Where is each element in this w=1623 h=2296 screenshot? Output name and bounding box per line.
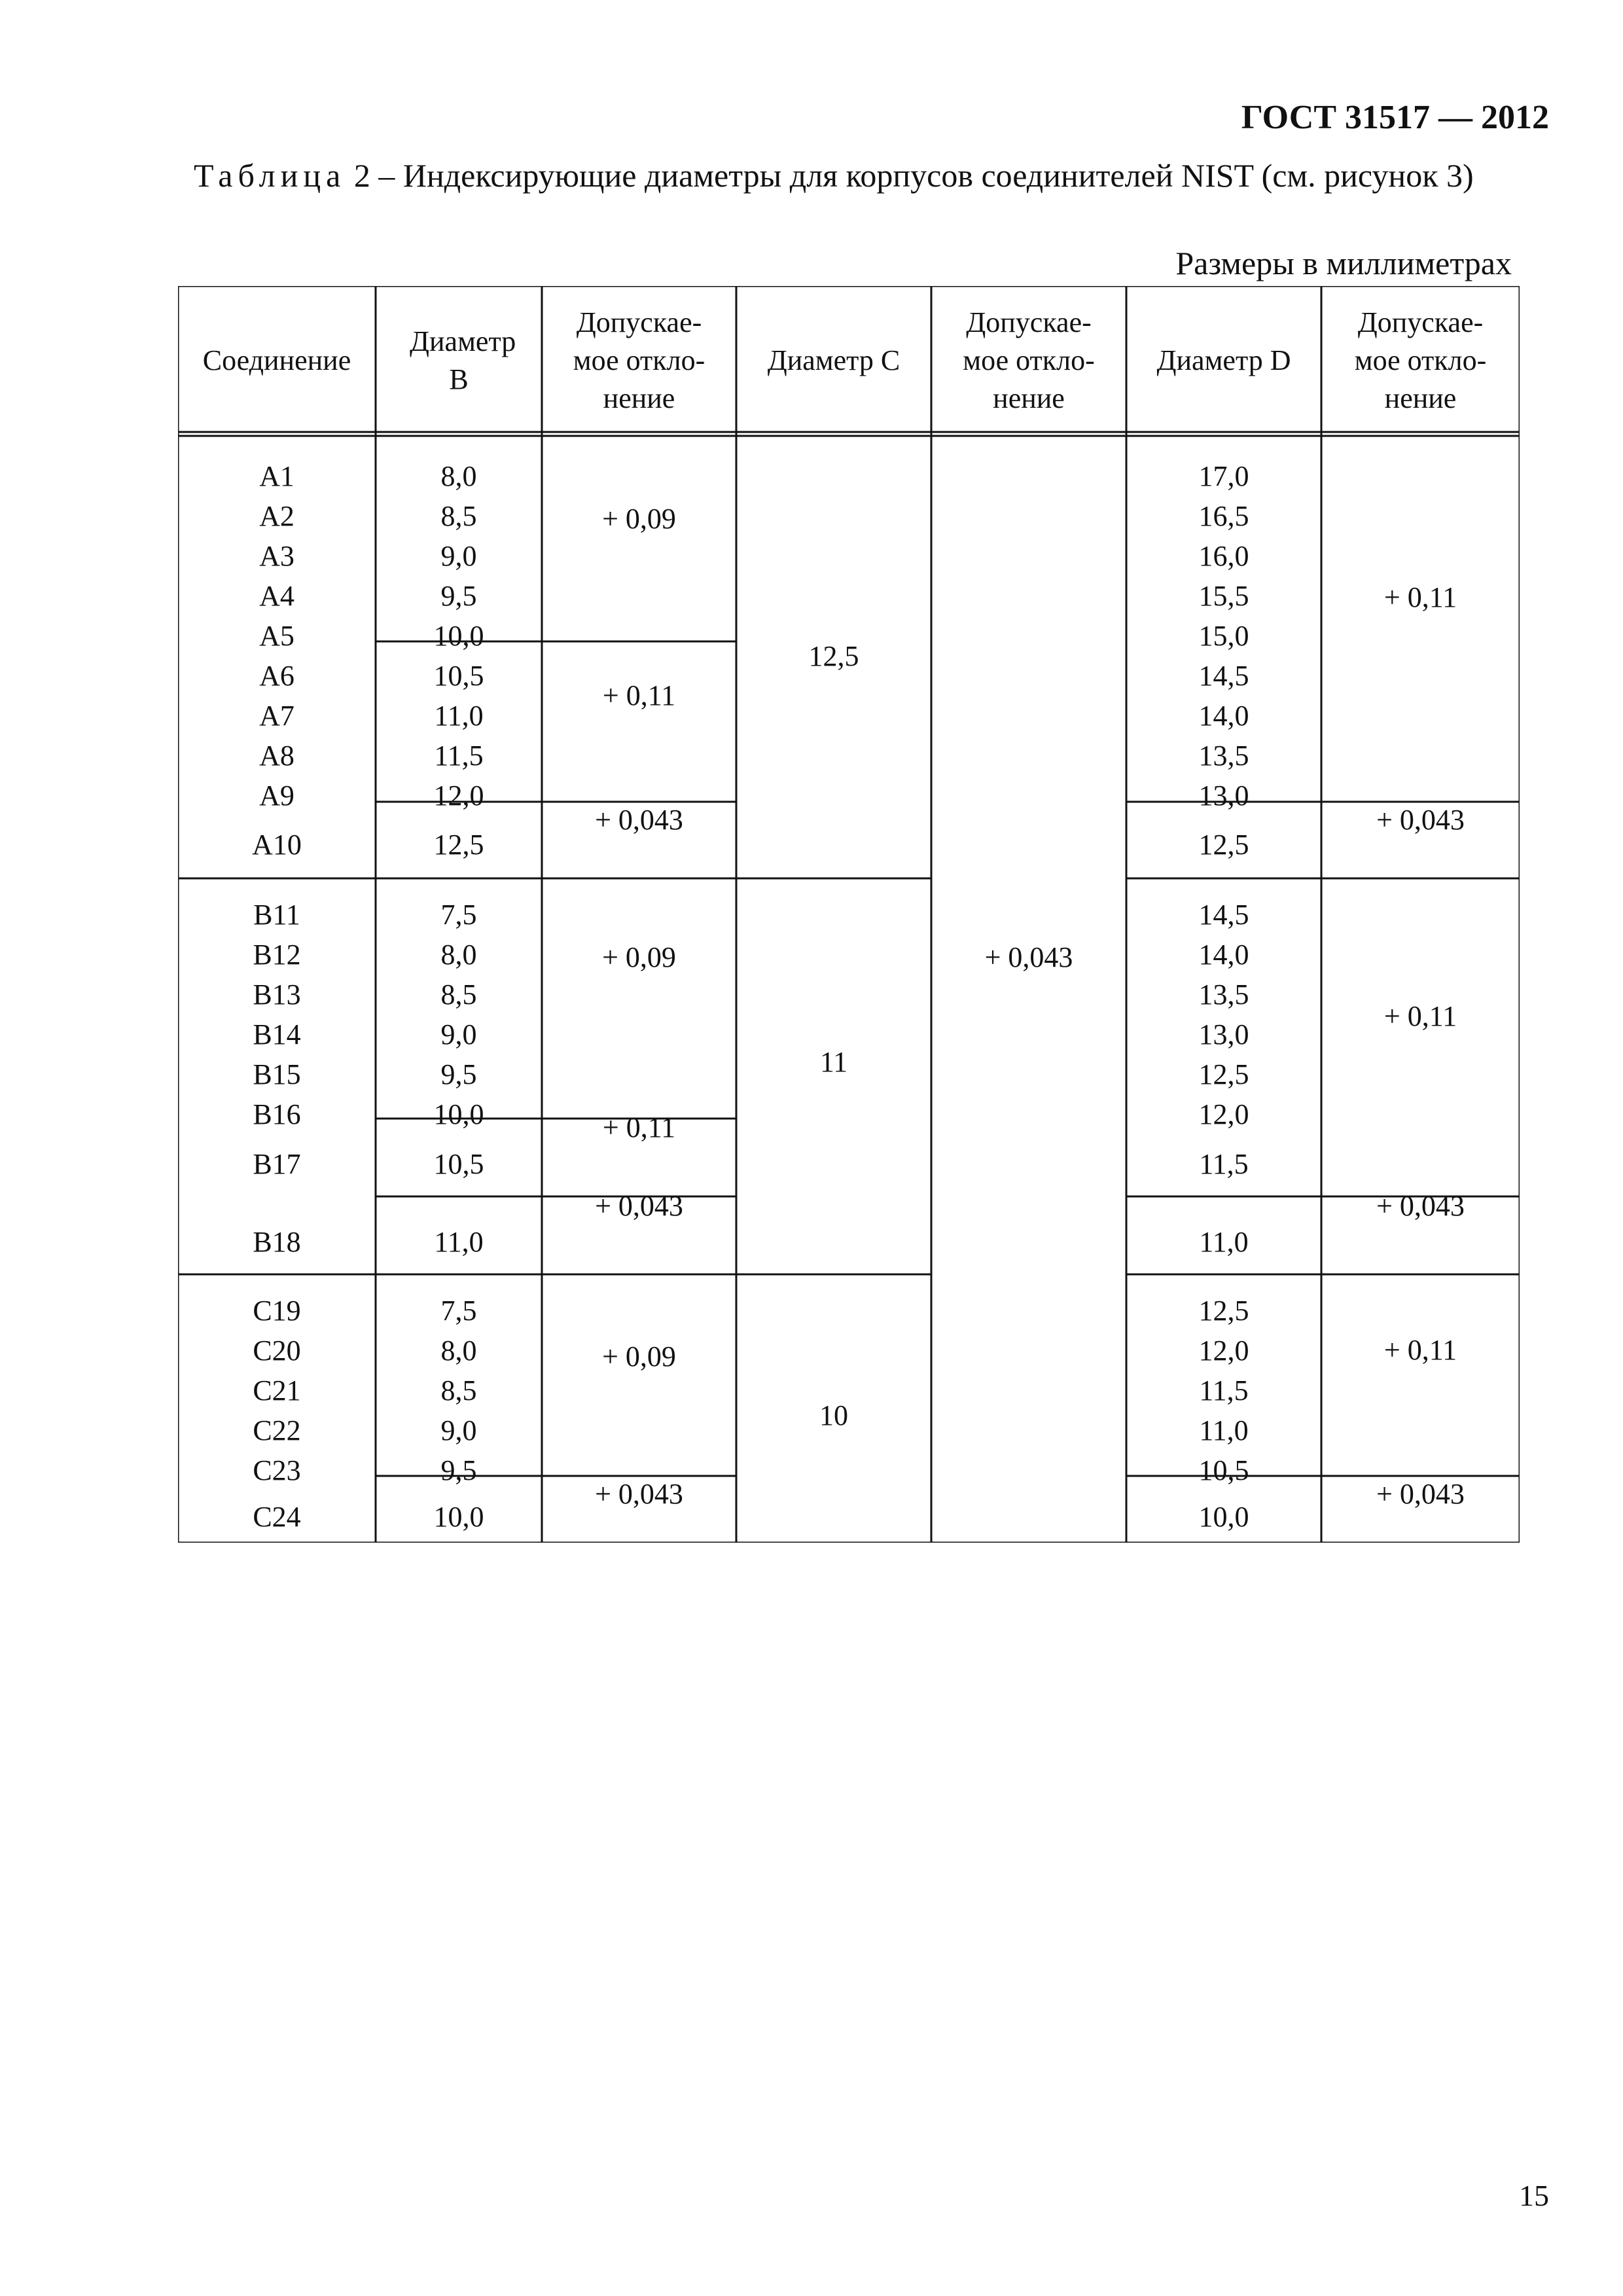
diameter-d-cell: 11,5	[1199, 1148, 1249, 1180]
units-note: Размеры в миллиметрах	[1175, 245, 1512, 281]
connection-cell: А5	[259, 620, 294, 652]
diameter-d-cell: 12,0	[1198, 1098, 1249, 1130]
diameter-d-cell: 13,5	[1198, 740, 1249, 772]
table-caption	[194, 154, 1548, 196]
diameter-b-cell: 9,0	[440, 1414, 477, 1446]
diameter-b-cell: 9,0	[440, 540, 477, 572]
connection-cell: С23	[253, 1454, 301, 1486]
diameter-d-cell: 17,0	[1198, 460, 1249, 492]
diameter-b-cell: 8,0	[440, 939, 477, 971]
connection-cell: В12	[253, 939, 301, 971]
diameter-d-cell: 10,5	[1198, 1454, 1249, 1486]
header-diameter-b-label: Диаметр B	[410, 325, 516, 395]
diameter-b-cell: 7,5	[440, 899, 477, 931]
diameter-b-cell: 11,0	[434, 700, 484, 732]
diameter-b-cell: 12,5	[433, 829, 484, 861]
diameter-b-cell: 9,5	[440, 580, 477, 612]
diameter-b-cell: 12,0	[433, 780, 484, 812]
diameter-b-cell: 11,5	[434, 740, 484, 772]
diameter-b-cell: 9,5	[440, 1454, 477, 1486]
diameter-d-cell: 16,0	[1198, 540, 1249, 572]
connection-cell: А1	[259, 460, 294, 492]
tolerance-b-cell: + 0,043	[595, 1190, 683, 1222]
tolerance-d-cell: + 0,043	[1376, 1478, 1465, 1510]
header-tolerance-b-label: Допускае-мое откло-нение	[573, 306, 705, 414]
standard-number: ГОСТ 31517 — 2012	[1241, 99, 1549, 136]
diameter-b-cell: 9,5	[440, 1058, 477, 1090]
connection-cell: С21	[253, 1374, 301, 1407]
diameter-b-cell: 8,0	[440, 1335, 477, 1367]
diameter-d-cell: 12,5	[1198, 829, 1249, 861]
diameter-b-cell: 8,5	[440, 500, 477, 532]
diameter-b-cell: 8,5	[440, 978, 477, 1011]
tolerance-b-cell: + 0,043	[595, 1478, 683, 1510]
header-diameter-b	[376, 286, 542, 435]
diameter-d-cell: 13,0	[1198, 780, 1249, 812]
connection-cell: С20	[253, 1335, 301, 1367]
connection-cell: А2	[259, 500, 294, 532]
caption-label: Таблица	[194, 157, 346, 194]
tolerance-b-cell: + 0,11	[602, 1111, 676, 1143]
diameter-d-cell: 15,5	[1198, 580, 1249, 612]
connection-cell: В14	[253, 1018, 301, 1050]
connection-cell: А10	[252, 829, 302, 861]
connection-cell: С19	[253, 1295, 301, 1327]
tolerance-d-cell: + 0,043	[1376, 804, 1465, 836]
diameter-d-cell: 12,0	[1198, 1335, 1249, 1367]
table-grid	[178, 286, 1520, 1543]
tolerance-b-cell: + 0,09	[602, 1340, 676, 1372]
header-diameter-d: Диаметр D	[1156, 344, 1291, 376]
diameter-b-cell: 8,5	[440, 1374, 477, 1407]
diameter-b-cell: 10,5	[433, 1148, 484, 1180]
connection-cell: В18	[253, 1226, 301, 1258]
diameter-b-cell: 10,0	[433, 1098, 484, 1130]
tolerance-b-cell: + 0,11	[602, 679, 676, 711]
diameter-b-cell: 11,0	[434, 1226, 484, 1258]
diameter-d-cell: 13,5	[1198, 978, 1249, 1011]
header-tolerance-b	[542, 286, 736, 435]
connection-cell: С22	[253, 1414, 301, 1446]
diameter-table	[178, 286, 1520, 1543]
diameter-d-cell: 11,0	[1199, 1226, 1249, 1258]
connection-cell: В17	[253, 1148, 301, 1180]
diameter-d-cell: 14,0	[1198, 700, 1249, 732]
diameter-d-cell: 14,5	[1198, 899, 1249, 931]
diameter-b-cell: 10,5	[433, 660, 484, 692]
diameter-b-cell: 9,0	[440, 1018, 477, 1050]
diameter-d-cell: 15,0	[1198, 620, 1249, 652]
diameter-b-cell: 10,0	[433, 620, 484, 652]
diameter-c-cell: 11	[819, 1046, 848, 1078]
header-tolerance-c-label: Допускае-мое откло-нение	[963, 306, 1095, 414]
tolerance-d-cell: + 0,11	[1383, 1334, 1457, 1366]
connection-cell: А9	[259, 780, 294, 812]
header-tolerance-d	[1321, 286, 1520, 435]
tolerance-b-cell: + 0,09	[602, 503, 676, 535]
diameter-d-cell: 16,5	[1198, 500, 1249, 532]
diameter-d-cell: 11,0	[1199, 1414, 1249, 1446]
connection-cell: С24	[253, 1501, 301, 1533]
diameter-d-cell: 12,5	[1198, 1295, 1249, 1327]
connection-cell: А8	[259, 740, 294, 772]
connection-cell: В11	[253, 899, 300, 931]
connection-cell: В16	[253, 1098, 301, 1130]
page-number: 15	[1519, 2179, 1549, 2212]
header-connection: Соединение	[202, 344, 351, 376]
connection-cell: А6	[259, 660, 294, 692]
connection-cell: В13	[253, 978, 301, 1011]
diameter-b-cell: 8,0	[440, 460, 477, 492]
diameter-d-cell: 14,5	[1198, 660, 1249, 692]
tolerance-d-cell: + 0,11	[1383, 581, 1457, 613]
tolerance-d-cell: + 0,11	[1383, 1000, 1457, 1032]
diameter-c-cell: 10	[819, 1399, 848, 1431]
connection-cell: А3	[259, 540, 294, 572]
diameter-d-cell: 12,5	[1198, 1058, 1249, 1090]
connection-cell: А7	[259, 700, 294, 732]
diameter-b-cell: 10,0	[433, 1501, 484, 1533]
tolerance-b-cell: + 0,043	[595, 804, 683, 836]
diameter-d-cell: 13,0	[1198, 1018, 1249, 1050]
diameter-d-cell: 11,5	[1199, 1374, 1249, 1407]
tolerance-d-cell: + 0,043	[1376, 1190, 1465, 1222]
tolerance-c-cell: + 0,043	[984, 941, 1073, 973]
header-tolerance-d-label: Допускае-мое откло-нение	[1354, 306, 1487, 414]
connection-cell: А4	[259, 580, 294, 612]
tolerance-b-cell: + 0,09	[602, 941, 676, 973]
diameter-d-cell: 14,0	[1198, 939, 1249, 971]
diameter-b-cell: 7,5	[440, 1295, 477, 1327]
diameter-d-cell: 10,0	[1198, 1501, 1249, 1533]
caption-text: 2 – Индексирующие диаметры для корпусов соединителей NIST (см. рисунок 3)	[346, 157, 1474, 194]
diameter-c-cell: 12,5	[808, 640, 859, 672]
header-diameter-c: Диаметр С	[767, 344, 901, 376]
connection-cell: В15	[253, 1058, 301, 1090]
header-tolerance-c	[931, 286, 1126, 435]
